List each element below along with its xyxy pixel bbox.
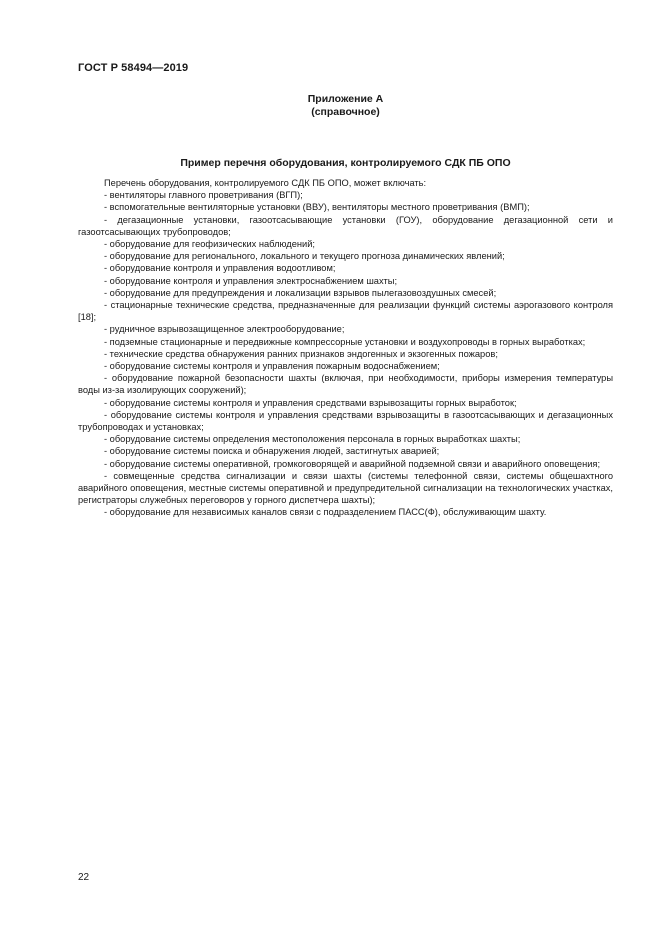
list-item: - оборудование для геофизических наблюдений; <box>104 239 315 250</box>
page-number: 22 <box>78 872 90 883</box>
list-item: - оборудование системы оперативной, громкоговорящей и аварийной подземной связи и аварийного оповещения; <box>104 458 601 469</box>
body-text <box>78 177 613 519</box>
list-item: - оборудование системы поиска и обнаружения людей, застигнутых аварией; <box>104 446 440 457</box>
list-item: - дегазационные установки, газоотсасывающие установки (ГОУ), оборудование дегазационной сети и газоотсасывающих трубопроводов; <box>78 214 613 237</box>
appendix-title: Приложение А <box>307 93 384 105</box>
list-item: - оборудование контроля и управления электроснабжением шахты; <box>104 275 398 286</box>
list-item: - оборудование пожарной безопасности шахты (включая, при необходимости, приборы измерения температуры воды из-за изолирующих сооружений); <box>78 373 613 396</box>
list-item: - оборудование для независимых каналов связи с подразделением ПАСС(Ф), обслуживающим шахту. <box>104 507 547 518</box>
list-item: - оборудование системы контроля и управления средствами взрывозащиты горных выработок; <box>104 397 517 408</box>
list-item: - оборудование системы контроля и управления средствами взрывозащиты в газоотсасывающих и дегазационных трубопроводах и установках; <box>78 409 613 433</box>
section-title: Пример перечня оборудования, контролируемого СДК ПБ ОПО <box>180 157 511 169</box>
list-item: - технические средства обнаружения ранних признаков эндогенных и экзогенных пожаров; <box>104 348 498 359</box>
list-item: - рудничное взрывозащищенное электрооборудование; <box>104 324 345 335</box>
list-item: - оборудование системы контроля и управления пожарным водоснабжением; <box>104 361 440 372</box>
list-item: - совмещенные средства сигнализации и связи шахты (системы телефонной связи, системы общешахтного аварийного оповещения, местные системы оперативной и предупредительной сигнализации на технологических участках, регистраторы служебных переговоров у горного диспетчера шахты); <box>78 470 613 506</box>
list-item: - вентиляторы главного проветривания (ВГП); <box>104 190 303 201</box>
appendix-subtitle: (справочное) <box>311 106 380 118</box>
list-item: - стационарные технические средства, предназначенные для реализации функций системы аэрогазового контроля [18]; <box>78 300 613 323</box>
list-item: - вспомогательные вентиляторные установки (ВВУ), вентиляторы местного проветривания (ВМП); <box>104 202 530 213</box>
list-item: - оборудование системы определения местоположения персонала в горных выработках шахты; <box>104 434 521 445</box>
list-item: - подземные стационарные и передвижные компрессорные установки и воздухопроводы в горных выработках; <box>104 336 586 347</box>
intro-paragraph: Перечень оборудования, контролируемого СДК ПБ ОПО, может включать: <box>104 178 427 188</box>
list-item: - оборудование для предупреждения и локализации взрывов пылегазовоздушных смесей; <box>104 287 497 298</box>
document-header: ГОСТ Р 58494—2019 <box>78 62 189 74</box>
list-item: - оборудование контроля и управления водоотливом; <box>104 263 336 274</box>
list-item: - оборудование для регионального, локального и текущего прогноза динамических явлений; <box>104 251 505 262</box>
